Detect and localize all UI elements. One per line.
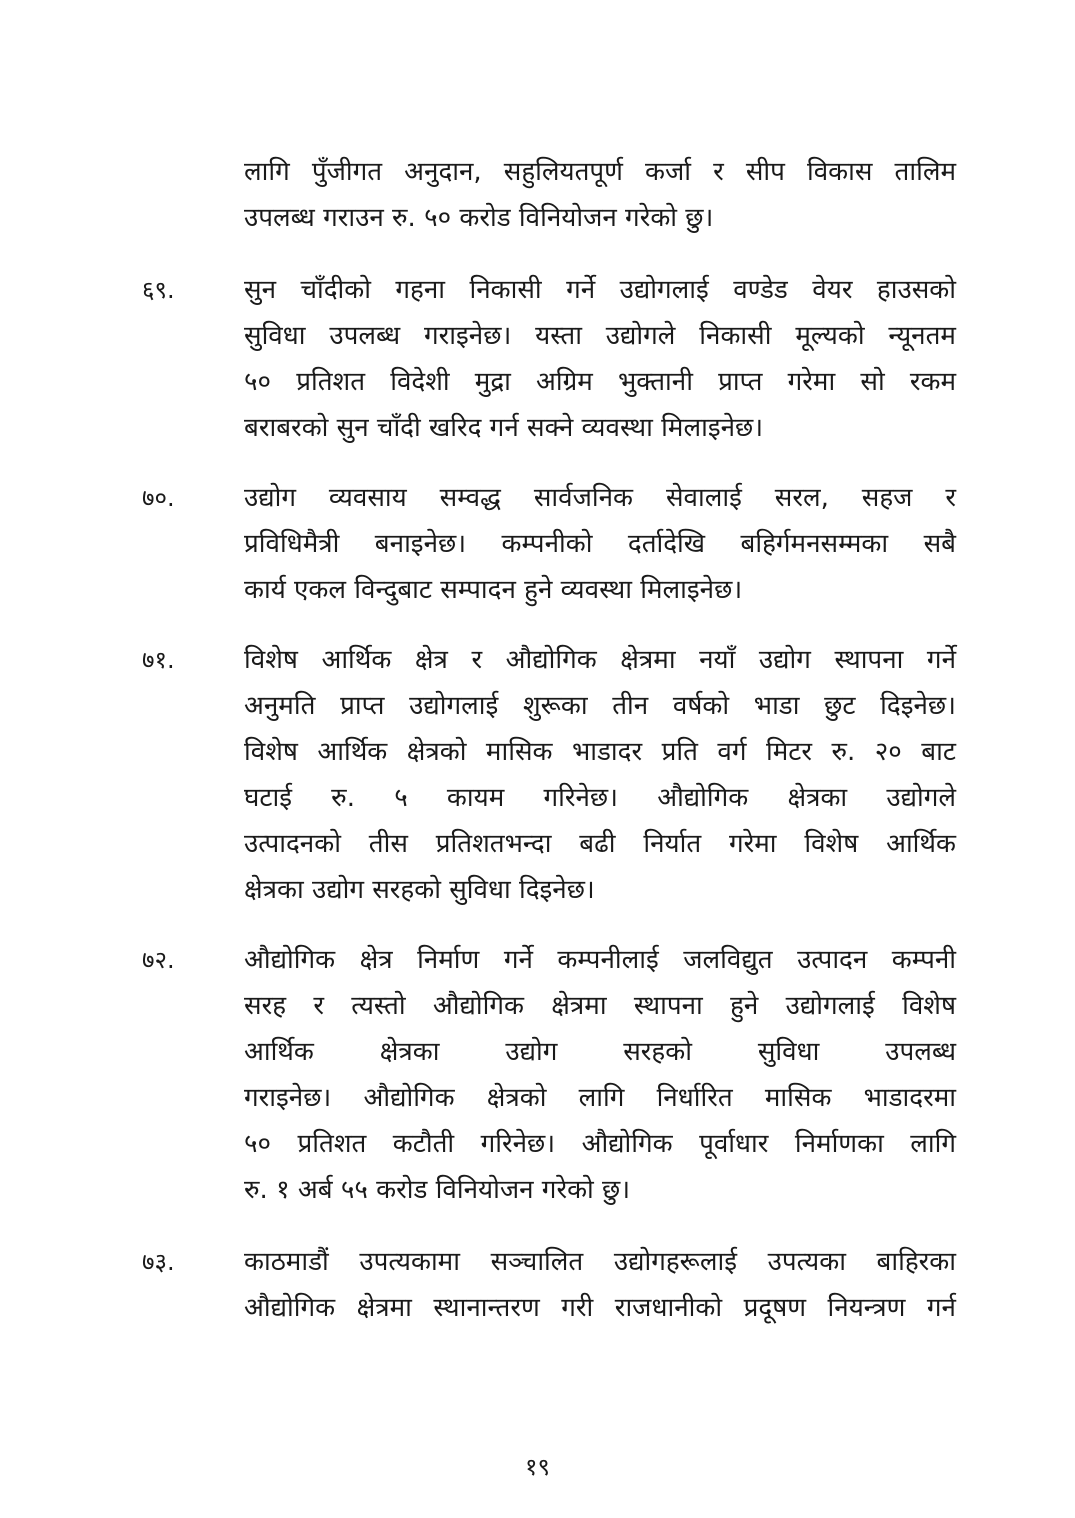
paragraph-line: आर्थिक क्षेत्रका उद्योग सरहको सुविधा उपलब्ध	[244, 1037, 956, 1067]
paragraph-line: प्रविधिमैत्री बनाइनेछ। कम्पनीको दर्तादेखि बहिर्गमनसम्मका सबै	[244, 529, 956, 559]
paragraph-line: लागि पुँजीगत अनुदान, सहुलियतपूर्ण कर्जा र सीप विकास तालिम	[244, 157, 956, 187]
paragraph-number: ६९.	[142, 276, 175, 304]
page-number: १९	[525, 1453, 550, 1481]
paragraph-line: औद्योगिक क्षेत्रमा स्थानान्तरण गरी राजधानीको प्रदूषण नियन्त्रण गर्न	[244, 1293, 956, 1323]
paragraph-line: ५० प्रतिशत विदेशी मुद्रा अग्रिम भुक्तानी प्राप्त गरेमा सो रकम	[244, 367, 956, 397]
paragraph-line: उपलब्ध गराउन रु. ५० करोड विनियोजन गरेको छु।	[244, 203, 714, 233]
paragraph-line: औद्योगिक क्षेत्र निर्माण गर्ने कम्पनीलाई जलविद्युत उत्पादन कम्पनी	[244, 945, 956, 975]
paragraph-number: ७१.	[142, 646, 175, 674]
paragraph-line: बराबरको सुन चाँदी खरिद गर्न सक्ने व्यवस्था मिलाइनेछ।	[244, 413, 764, 443]
paragraph-line: सरह र त्यस्तो औद्योगिक क्षेत्रमा स्थापना हुने उद्योगलाई विशेष	[244, 991, 956, 1021]
paragraph-line: विशेष आर्थिक क्षेत्र र औद्योगिक क्षेत्रमा नयाँ उद्योग स्थापना गर्ने	[244, 645, 956, 675]
paragraph-line: उद्योग व्यवसाय सम्वद्ध सार्वजनिक सेवालाई सरल, सहज र	[244, 483, 956, 513]
paragraph-line: घटाई रु. ५ कायम गरिनेछ। औद्योगिक क्षेत्रका उद्योगले	[244, 783, 956, 813]
paragraph-line: उत्पादनको तीस प्रतिशतभन्दा बढी निर्यात गरेमा विशेष आर्थिक	[244, 829, 956, 859]
paragraph-line: सुन चाँदीको गहना निकासी गर्ने उद्योगलाई वण्डेड वेयर हाउसको	[244, 275, 956, 305]
paragraph-line: काठमाडौं उपत्यकामा सञ्चालित उद्योगहरूलाई उपत्यका बाहिरका	[244, 1247, 956, 1277]
paragraph-line: क्षेत्रका उद्योग सरहको सुविधा दिइनेछ।	[244, 875, 595, 905]
paragraph-line: अनुमति प्राप्त उद्योगलाई शुरूका तीन वर्षको भाडा छुट दिइनेछ।	[244, 691, 956, 721]
paragraph-line: गराइनेछ। औद्योगिक क्षेत्रको लागि निर्धारित मासिक भाडादरमा	[244, 1083, 956, 1113]
paragraph-number: ७३.	[142, 1248, 175, 1276]
paragraph-line: सुविधा उपलब्ध गराइनेछ। यस्ता उद्योगले निकासी मूल्यको न्यूनतम	[244, 321, 956, 351]
paragraph-line: विशेष आर्थिक क्षेत्रको मासिक भाडादर प्रति वर्ग मिटर रु. २० बाट	[244, 737, 956, 767]
paragraph-number: ७२.	[142, 946, 175, 974]
paragraph-line: कार्य एकल विन्दुबाट सम्पादन हुने व्यवस्था मिलाइनेछ।	[244, 575, 743, 605]
paragraph-line: ५० प्रतिशत कटौती गरिनेछ। औद्योगिक पूर्वाधार निर्माणका लागि	[244, 1129, 956, 1159]
paragraph-line: रु. १ अर्ब ५५ करोड विनियोजन गरेको छु।	[244, 1175, 631, 1205]
paragraph-number: ७०.	[142, 484, 175, 512]
